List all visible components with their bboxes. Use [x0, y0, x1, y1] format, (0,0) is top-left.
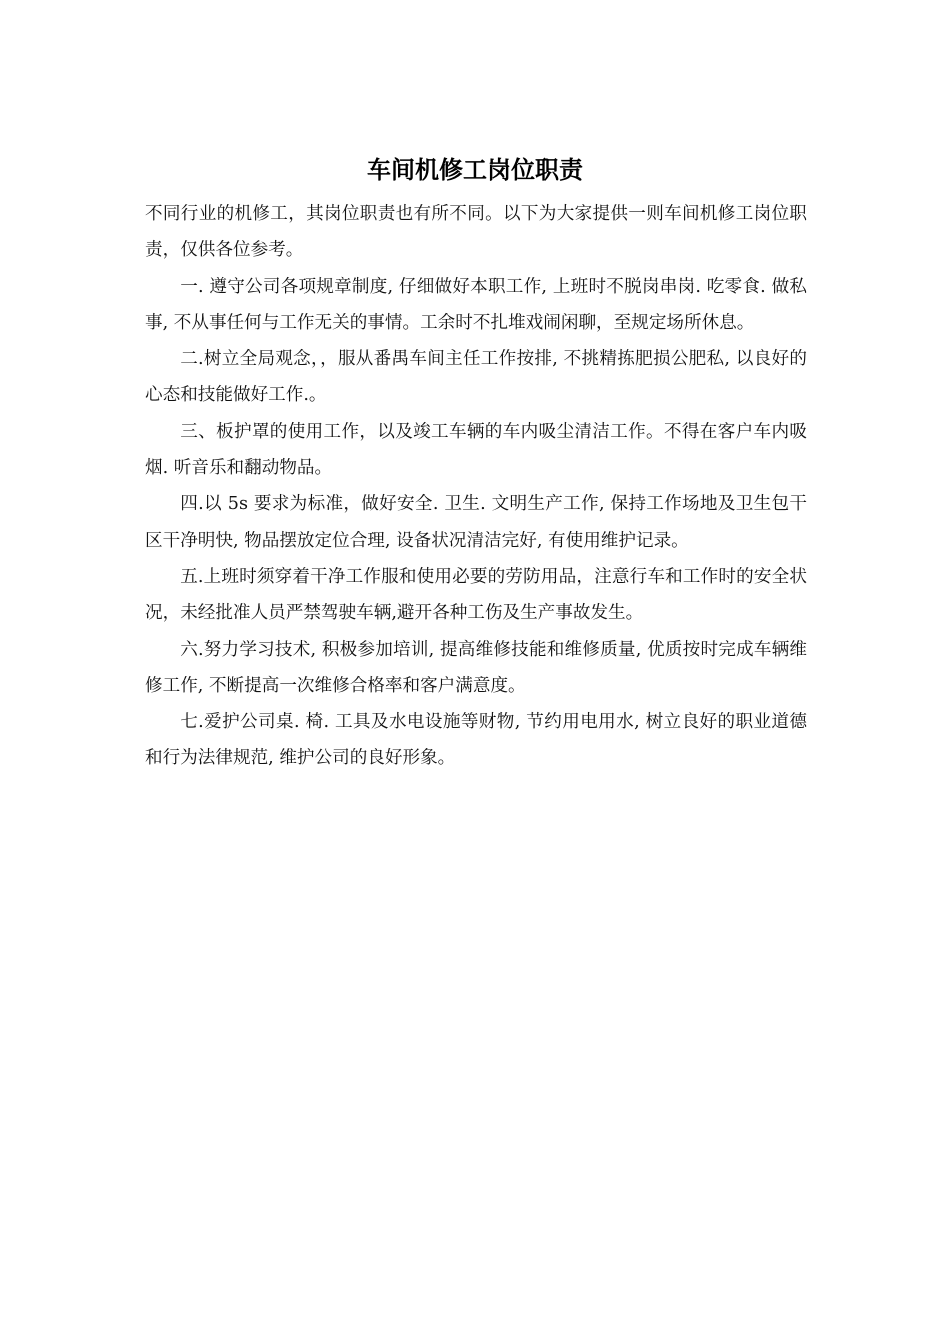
duty-item-5: 五.上班时须穿着干净工作服和使用必要的劳防用品，注意行车和工作时的安全状况，未经批准人员严禁驾驶车辆,避开各种工伤及生产事故发生。: [145, 566, 807, 624]
document-body: [145, 196, 807, 777]
duty-item-7: 七.爱护公司桌. 椅. 工具及水电设施等财物, 节约用电用水, 树立良好的职业道德和行为法律规范, 维护公司的良好形象。: [145, 712, 807, 769]
document-title: 车间机修工岗位职责: [367, 156, 583, 184]
duty-item-1: 一. 遵守公司各项规章制度, 仔细做好本职工作, 上班时不脱岗串岗. 吃零食. 做私事, 不从事任何与工作无关的事情。工余时不扎堆戏闹闲聊，至规定场所休息。: [145, 276, 807, 333]
duty-item-4: 四.以 5s 要求为标准，做好安全. 卫生. 文明生产工作, 保持工作场地及卫生包干区干净明快, 物品摆放定位合理, 设备状况清洁完好, 有使用维护记录。: [145, 494, 807, 551]
intro-paragraph: 不同行业的机修工，其岗位职责也有所不同。以下为大家提供一则车间机修工岗位职责，仅供各位参考。: [145, 204, 807, 261]
duty-item-3: 三、板护罩的使用工作，以及竣工车辆的车内吸尘清洁工作。不得在客户车内吸烟. 听音乐和翻动物品。: [145, 421, 807, 479]
duty-item-2: 二.树立全局观念，，服从番禺车间主任工作按排, 不挑精拣肥损公肥私, 以良好的心态和技能做好工作.。: [145, 349, 807, 406]
duty-item-6: 六.努力学习技术, 积极参加培训, 提高维修技能和维修质量, 优质按时完成车辆维修工作, 不断提高一次维修合格率和客户满意度。: [145, 639, 807, 696]
